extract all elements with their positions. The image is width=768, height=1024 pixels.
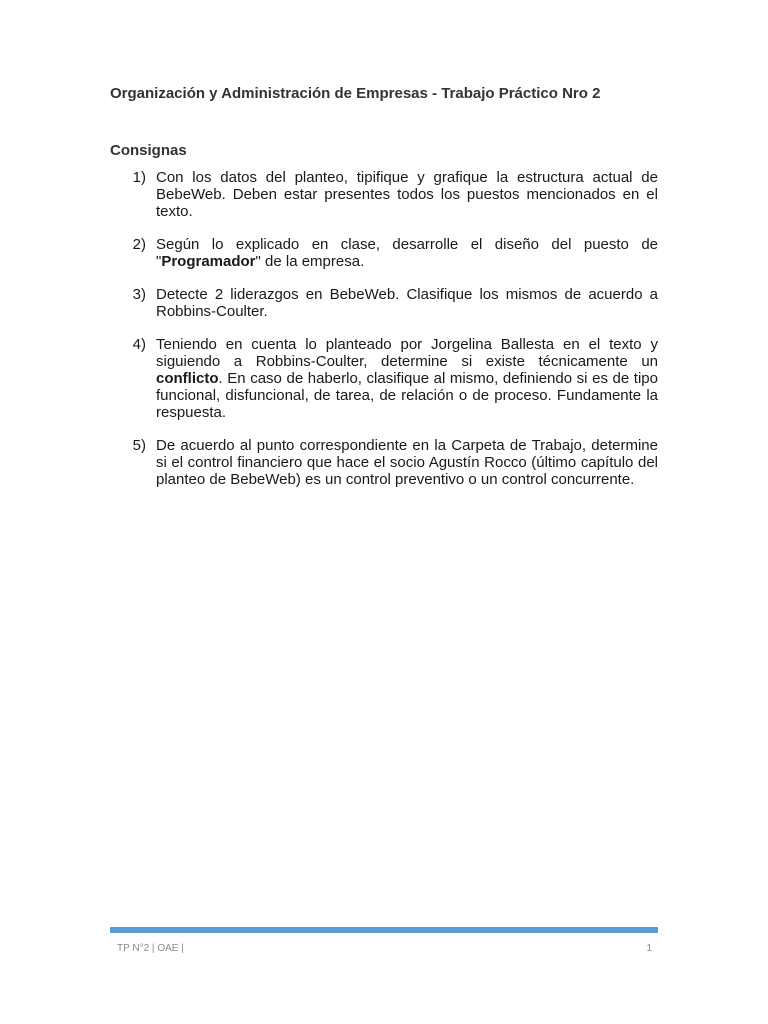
list-item (110, 437, 658, 488)
list-item (110, 169, 658, 220)
footer-label: TP N°2 | OAE | (117, 943, 184, 954)
list-item-text (156, 437, 658, 488)
footer-rule (110, 927, 658, 933)
text-run: Detecte 2 liderazgos en BebeWeb. Clasifique los mismos de acuerdo a Robbins-Coulter. (156, 286, 658, 320)
list-item (110, 286, 658, 320)
text-run: Teniendo en cuenta lo planteado por Jorgelina Ballesta en el texto y siguiendo a Robbins-Coulter, determine si existe técnicamente un (156, 336, 658, 370)
page-number: 1 (646, 943, 652, 954)
list-item (110, 336, 658, 421)
list-item-number: 4) (132, 336, 146, 353)
task-list (110, 169, 658, 504)
text-run: . En caso de haberlo, clasifique al mismo, definiendo si es de tipo funcional, disfuncional, de tarea, de relación o de proceso. Fundamente la respuesta. (156, 370, 658, 421)
list-item-number: 5) (132, 437, 146, 454)
list-item-number: 1) (132, 169, 146, 186)
section-heading: Consignas (110, 142, 187, 159)
text-run: Según lo explicado en clase, desarrolle el diseño del puesto de " (156, 236, 658, 270)
text-run: Con los datos del planteo, tipifique y grafique la estructura actual de BebeWeb. Deben estar presentes todos los puestos mencionados en el texto. (156, 169, 658, 220)
list-item-text (156, 236, 658, 270)
text-run: De acuerdo al punto correspondiente en la Carpeta de Trabajo, determine si el control financiero que hace el socio Agustín Rocco (último capítulo del planteo de BebeWeb) es un control preventivo o un control concurrente. (156, 437, 658, 488)
list-item-text (156, 336, 658, 421)
document-title: Organización y Administración de Empresas - Trabajo Práctico Nro 2 (110, 85, 601, 102)
list-item-number: 3) (132, 286, 146, 303)
list-item (110, 236, 658, 270)
text-run: " de la empresa. (255, 253, 365, 270)
list-item-text (156, 286, 658, 320)
emphasized-term: Programador (161, 253, 256, 270)
list-item-text (156, 169, 658, 220)
list-item-number: 2) (132, 236, 146, 253)
emphasized-term: conflicto (156, 370, 219, 387)
